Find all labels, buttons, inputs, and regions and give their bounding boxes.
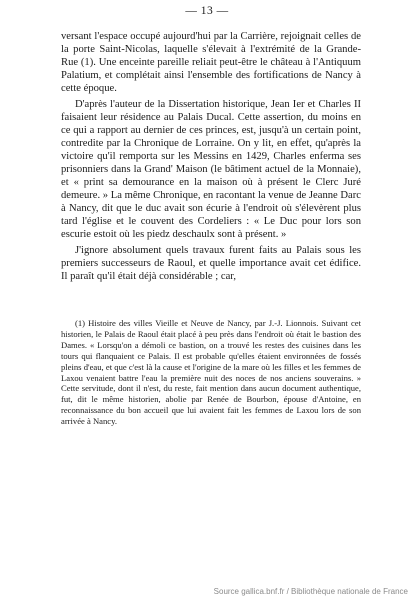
footnote-text: (1) Histoire des villes Vieille et Neuve de Nancy, par J.-J. Lionnois. Suivant cet historien, le Palais de Raoul était placé à peu près dans l'endroit où était le bastion des Dames. « Lorsqu'on a démoli ce bastion, on a trouvé les restes des cuisines dans les tours qui flanquaient ce Palais. Il est probable qu'elles étaient environnées de fossés pleins d'eau, et que c'est là la cause et l'origine de la mare où les filles et les femmes de Laxou venaient battre l'eau la première nuit des noces de nos anciens souverains. » Cette servitude, dont il n'est, du reste, fait mention dans aucun document authentique, fut, dit le même historien, abolie par Renée de Bourbon, épouse d'Antoine, en reconnaissance du bon accueil que lui avaient fait les femmes de Laxou lors de son arrivée à Nancy. [61,318,361,427]
source-credit: Source gallica.bnf.fr / Bibliothèque nationale de France [213,587,408,596]
body-text [61,30,361,286]
paragraph: J'ignore absolument quels travaux furent faits au Palais sous les premiers successeurs de Raoul, et quelle importance avait cet édifice. Il paraît qu'il était déjà considérable ; car, [61,245,361,282]
paragraph: D'après l'auteur de la Dissertation historique, Jean Ier et Charles II faisaient leur résidence au Palais Ducal. Cette assertion, du moins en ce qui a rapport au dernier de ces princes, est, jusqu'à un certain point, contredite par la Chronique de Lorraine. On y lit, en effet, qu'après la victoire qu'il remporta sur les Messins en 1429, Charles enferma ses prisonniers dans la Grand' Maison (le bâtiment actuel de la Monnaie), et « print sa demourance en la maison où à présent le Clerc Juré demeure. » La même Chronique, en racontant la venue de Jeanne Darc à Nancy, dit que le duc avait son écurie à l'endroit où s'élevèrent plus tard l'église et le couvent des Cordeliers : « Le Duc pour lors son escurie estoit où les piedz deschaulx sont à présent. » [61,99,361,240]
paragraph: versant l'espace occupé aujourd'hui par la Carrière, rejoignait celles de la porte Saint-Nicolas, laquelle s'élevait à l'extrémité de la Grande-Rue (1). Une enceinte pareille reliait peut-être le château à l'Antiquum Palatium, et complétait ainsi l'ensemble des fortifications de Nancy à cette époque. [61,31,361,94]
footnote [61,318,361,427]
page-number: — 13 — [185,5,229,17]
